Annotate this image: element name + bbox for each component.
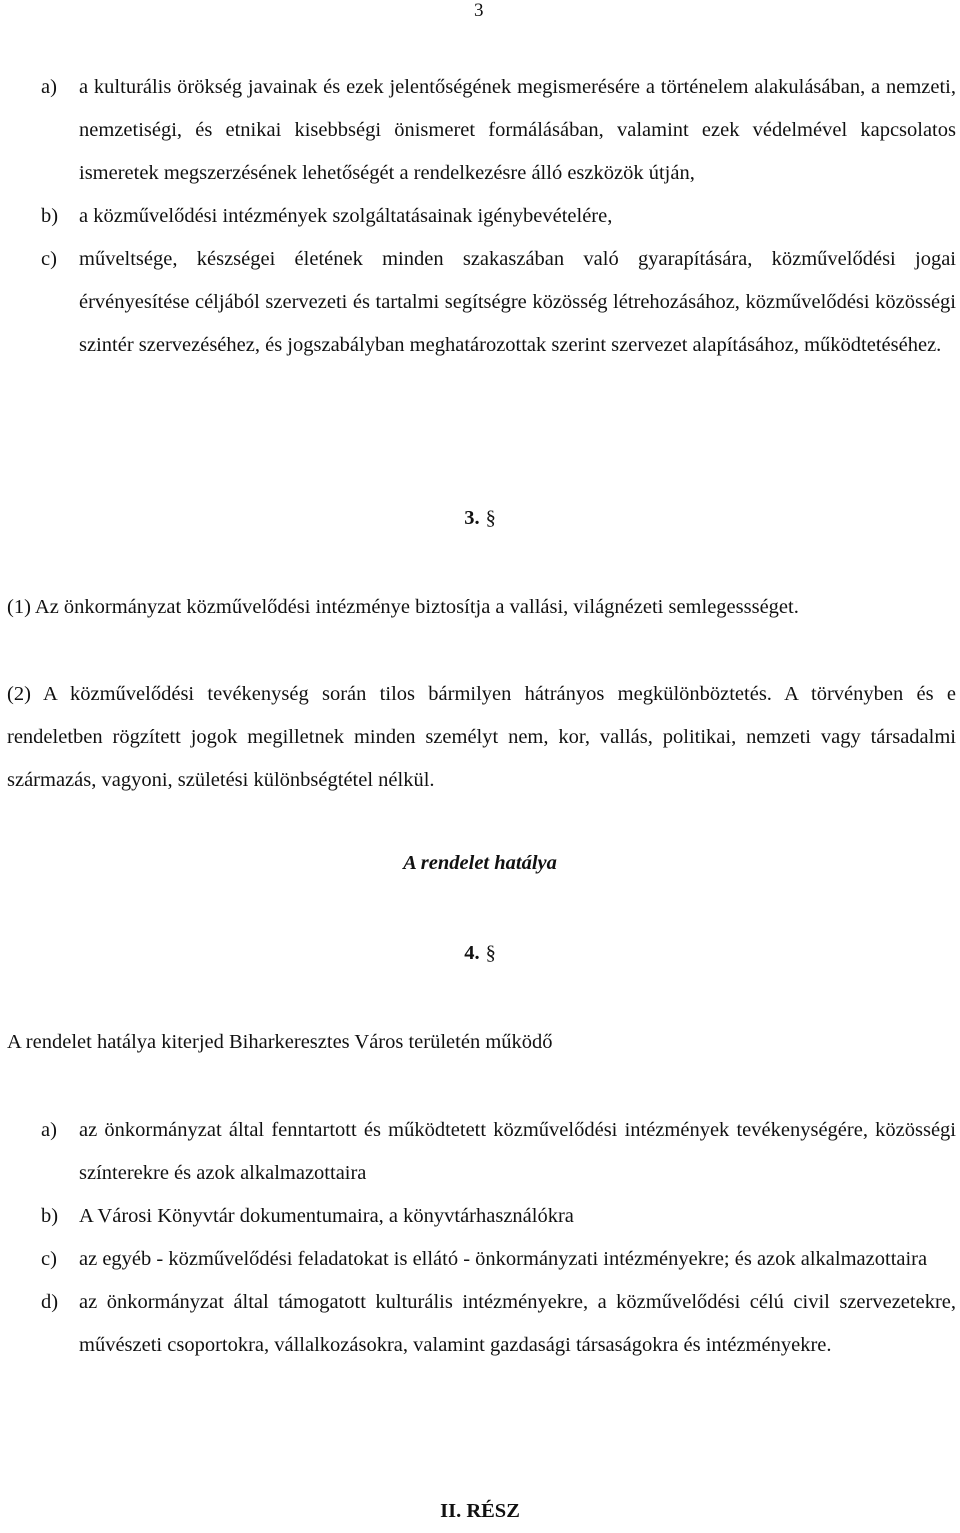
list-item-text: az önkormányzat által támogatott kulturális intézményekre, a közművelődési célú civil szervezetekre, művészeti csoportokra, vállalkozásokra, valamint gazdasági társaságokra és intézményekre.	[79, 1291, 956, 1356]
list-item	[0, 1109, 960, 1195]
list-item-text: a közművelődési intézmények szolgáltatásainak igénybevételére,	[79, 205, 613, 227]
rights-list	[0, 66, 960, 367]
list-item-text: A Városi Könyvtár dokumentumaira, a könyvtárhasználókra	[79, 1205, 574, 1227]
list-item-text: műveltsége, készségei életének minden szakaszában való gyarapítására, közművelődési jogai érvényesítése céljából szervezeti és tartalmi segítségre közösség létrehozásához, közművelődési közösségi szintér szervezéséhez, és jogszabályban meghatározottak szerint szervezet alapításához, működtetéséhez.	[79, 248, 956, 356]
part-title: II. RÉSZ	[440, 1500, 520, 1522]
section-number: 3.	[464, 507, 480, 529]
section-4-heading	[0, 942, 960, 965]
page-number: 3	[474, 0, 484, 21]
paragraph-2	[0, 673, 960, 802]
list-marker: b)	[41, 205, 59, 227]
section-sign: §	[485, 507, 496, 529]
list-marker: b)	[41, 1205, 59, 1227]
list-item-text: a kulturális örökség javainak és ezek jelentőségének megismerésére a történelem alakulásában, a nemzeti, nemzetiségi, és etnikai kisebbségi önismeret formálásában, valamint ezek védelmével kapcsolatos ismeretek megszerzésének lehetőségét a rendelkezésre álló eszközök útján,	[79, 76, 956, 184]
paragraph-text: A rendelet hatálya kiterjed Biharkeresztes Város területén működő	[7, 1031, 553, 1053]
list-marker: a)	[41, 1119, 57, 1141]
scope-list	[0, 1109, 960, 1367]
list-item	[0, 195, 960, 238]
list-item	[0, 238, 960, 367]
list-marker: d)	[41, 1291, 59, 1313]
list-item	[0, 1281, 960, 1367]
list-item	[0, 1238, 960, 1281]
list-marker: c)	[41, 1248, 57, 1270]
list-item	[0, 66, 960, 195]
section-sign: §	[485, 942, 496, 964]
section-number: 4.	[464, 942, 480, 964]
list-marker: a)	[41, 76, 57, 98]
section-3-heading	[0, 507, 960, 530]
list-marker: c)	[41, 248, 57, 270]
paragraph-1	[0, 586, 960, 629]
scope-intro	[0, 1021, 960, 1064]
scope-heading: A rendelet hatálya	[403, 852, 557, 874]
paragraph-text: (2) A közművelődési tevékenység során tilos bármilyen hátrányos megkülönböztetés. A törvényben és e rendeletben rögzített jogok megilletnek minden személyt nem, kor, vallás, politikai, nemzeti vagy társadalmi származás, vagyoni, születési különbségtétel nélkül.	[7, 683, 956, 791]
list-item-text: az egyéb - közművelődési feladatokat is ellátó - önkormányzati intézményekre; és azok alkalmazottaira	[79, 1248, 928, 1270]
list-item	[0, 1195, 960, 1238]
paragraph-text: (1) Az önkormányzat közművelődési intézménye biztosítja a vallási, világnézeti semlegessséget.	[7, 596, 799, 618]
list-item-text: az önkormányzat által fenntartott és működtetett közművelődési intézmények tevékenységére, közösségi színterekre és azok alkalmazottaira	[79, 1119, 956, 1184]
